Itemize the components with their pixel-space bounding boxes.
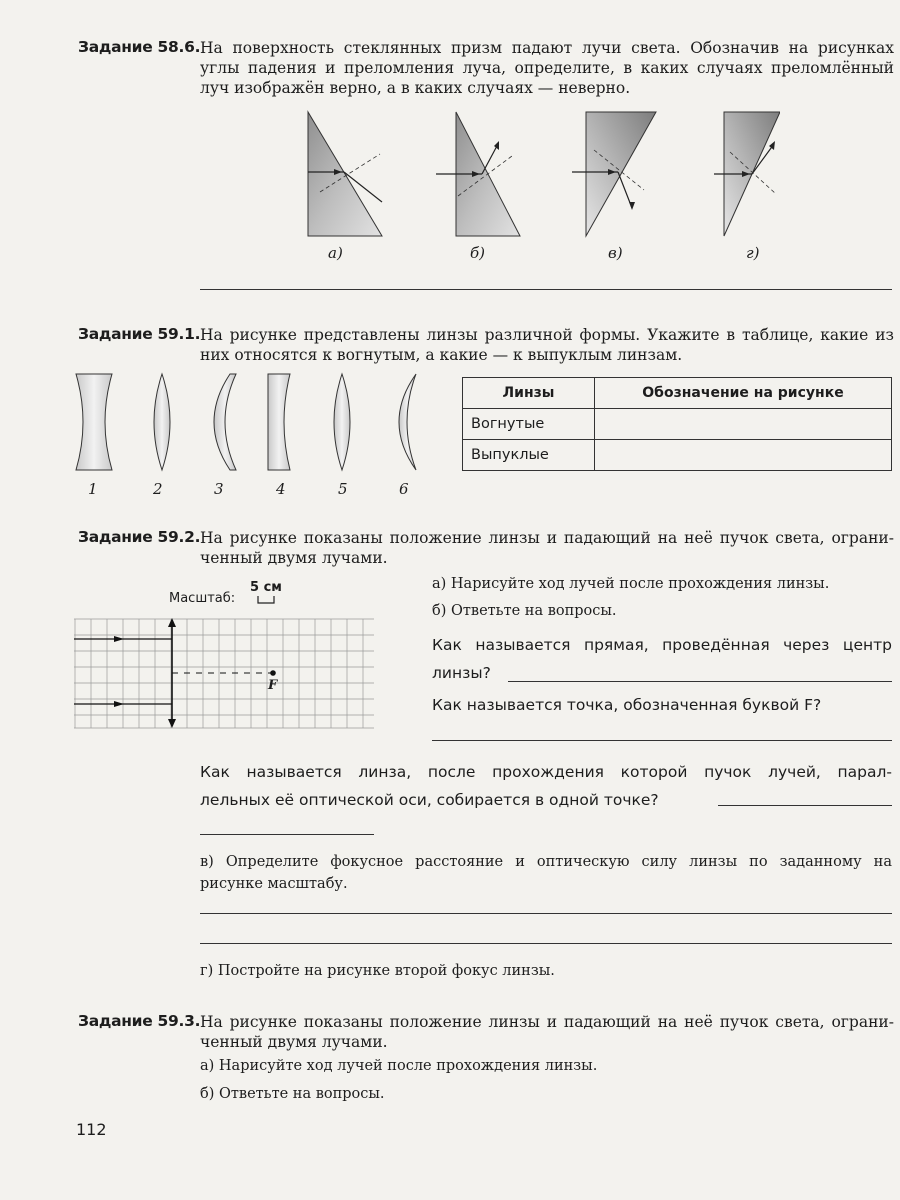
answer-line-v2[interactable] — [200, 943, 892, 944]
task-59-2-line-1: На рисунке показаны положение линзы и падающий на неё пучок света, ограни- — [200, 529, 894, 547]
task-59-1-text — [200, 325, 894, 365]
task-59-1-label: Задание 59.1. — [78, 325, 201, 343]
caption-g: г) — [746, 244, 760, 262]
table-cell-concave-answer[interactable] — [595, 409, 892, 440]
lens-4 — [268, 374, 290, 470]
answer-line-q2[interactable] — [432, 740, 892, 741]
answer-line-v1[interactable] — [200, 913, 892, 914]
question-3-line-1: Как называется линза, после прохождения которой пучок лучей, парал- — [200, 763, 892, 781]
lens-number-6: 6 — [399, 480, 409, 498]
task-59-2-item-b: б) Ответьте на вопросы. — [432, 603, 617, 619]
table-row-label-convex: Выпуклые — [463, 440, 595, 471]
answer-line-q1[interactable] — [508, 681, 892, 682]
task-59-1-line-2: них относятся к вогнутым, а какие — к выпуклым линзам. — [200, 346, 683, 364]
question-3-line-2: лельных её оптической оси, собирается в одной точке? — [200, 791, 659, 809]
task-59-3-line-2: ченный двумя лучами. — [200, 1033, 388, 1051]
task-59-2-item-v — [200, 851, 892, 895]
question-1-line-1: Как называется прямая, проведённая через центр — [432, 636, 892, 654]
table-header-designation: Обозначение на рисунке — [595, 378, 892, 409]
task-59-3-item-a: а) Нарисуйте ход лучей после прохождения линзы. — [200, 1058, 598, 1074]
item-v-line-2: рисунке масштабу. — [200, 876, 348, 892]
task-59-2-line-2: ченный двумя лучами. — [200, 549, 388, 567]
prism-b — [436, 112, 520, 236]
lens-grid-figure — [74, 616, 376, 730]
task-59-3-line-1: На рисунке показаны положение линзы и падающий на неё пучок света, ограни- — [200, 1013, 894, 1031]
focus-point — [270, 670, 276, 676]
item-v-line-1: в) Определите фокусное расстояние и оптическую силу линзы по заданному на — [200, 854, 892, 870]
lens-shapes — [72, 372, 432, 476]
lens-number-4: 4 — [276, 480, 286, 498]
lens-table — [462, 377, 892, 471]
caption-b: б) — [470, 244, 486, 262]
table-row — [463, 440, 892, 471]
prism-v — [572, 112, 656, 236]
task-59-1-line-1: На рисунке представлены линзы различной формы. Укажите в таблице, какие из — [200, 326, 894, 344]
task-59-2-item-g: г) Постройте на рисунке второй фокус линзы. — [200, 963, 555, 979]
task-58-6-line-2: углы падения и преломления луча, определите, в каких случаях преломлённый — [200, 59, 894, 77]
question-1-line-2: линзы? — [432, 664, 491, 682]
task-59-3-label: Задание 59.3. — [78, 1012, 201, 1030]
focus-label: F — [268, 678, 278, 693]
prism-g — [714, 112, 780, 236]
table-row-label-concave: Вогнутые — [463, 409, 595, 440]
task-58-6-line-1: На поверхность стеклянных призм падают лучи света. Обозначив на рисунках — [200, 39, 894, 57]
lens-number-1: 1 — [88, 480, 98, 498]
table-row — [463, 409, 892, 440]
ray-top-arrow — [114, 636, 124, 642]
prism-a — [308, 112, 382, 236]
scale-value: 5 см — [250, 580, 282, 595]
table-header-lenses: Линзы — [463, 378, 595, 409]
page-number: 112 — [76, 1120, 107, 1139]
lens-6 — [399, 374, 416, 470]
task-58-6-line-3: луч изображён верно, а в каких случаях — неверно. — [200, 79, 631, 97]
answer-line-58-6[interactable] — [200, 289, 892, 290]
task-59-3-item-b: б) Ответьте на вопросы. — [200, 1086, 385, 1102]
lens-3 — [214, 374, 236, 470]
caption-a: а) — [328, 244, 343, 262]
lens-number-2: 2 — [153, 480, 163, 498]
task-58-6-label: Задание 58.6. — [78, 38, 201, 56]
lens-5 — [334, 374, 350, 470]
table-cell-convex-answer[interactable] — [595, 440, 892, 471]
question-2: Как называется точка, обозначенная буквой F? — [432, 696, 822, 714]
task-59-3-text — [200, 1012, 894, 1052]
lens-1 — [76, 374, 112, 470]
task-58-6-text — [200, 38, 894, 98]
task-59-2-label: Задание 59.2. — [78, 528, 201, 546]
scale-bar — [256, 594, 276, 606]
scale-label: Масштаб: — [169, 591, 236, 606]
task-59-2-text — [200, 528, 894, 568]
task-59-2-item-a: а) Нарисуйте ход лучей после прохождения линзы. — [432, 576, 830, 592]
lens-number-3: 3 — [214, 480, 224, 498]
lens-number-5: 5 — [338, 480, 348, 498]
ray-bottom-arrow — [114, 701, 124, 707]
caption-v: в) — [608, 244, 623, 262]
answer-line-q3b[interactable] — [200, 834, 374, 835]
prism-figures — [290, 104, 780, 242]
lens-2 — [154, 374, 170, 470]
answer-line-q3a[interactable] — [718, 805, 892, 806]
